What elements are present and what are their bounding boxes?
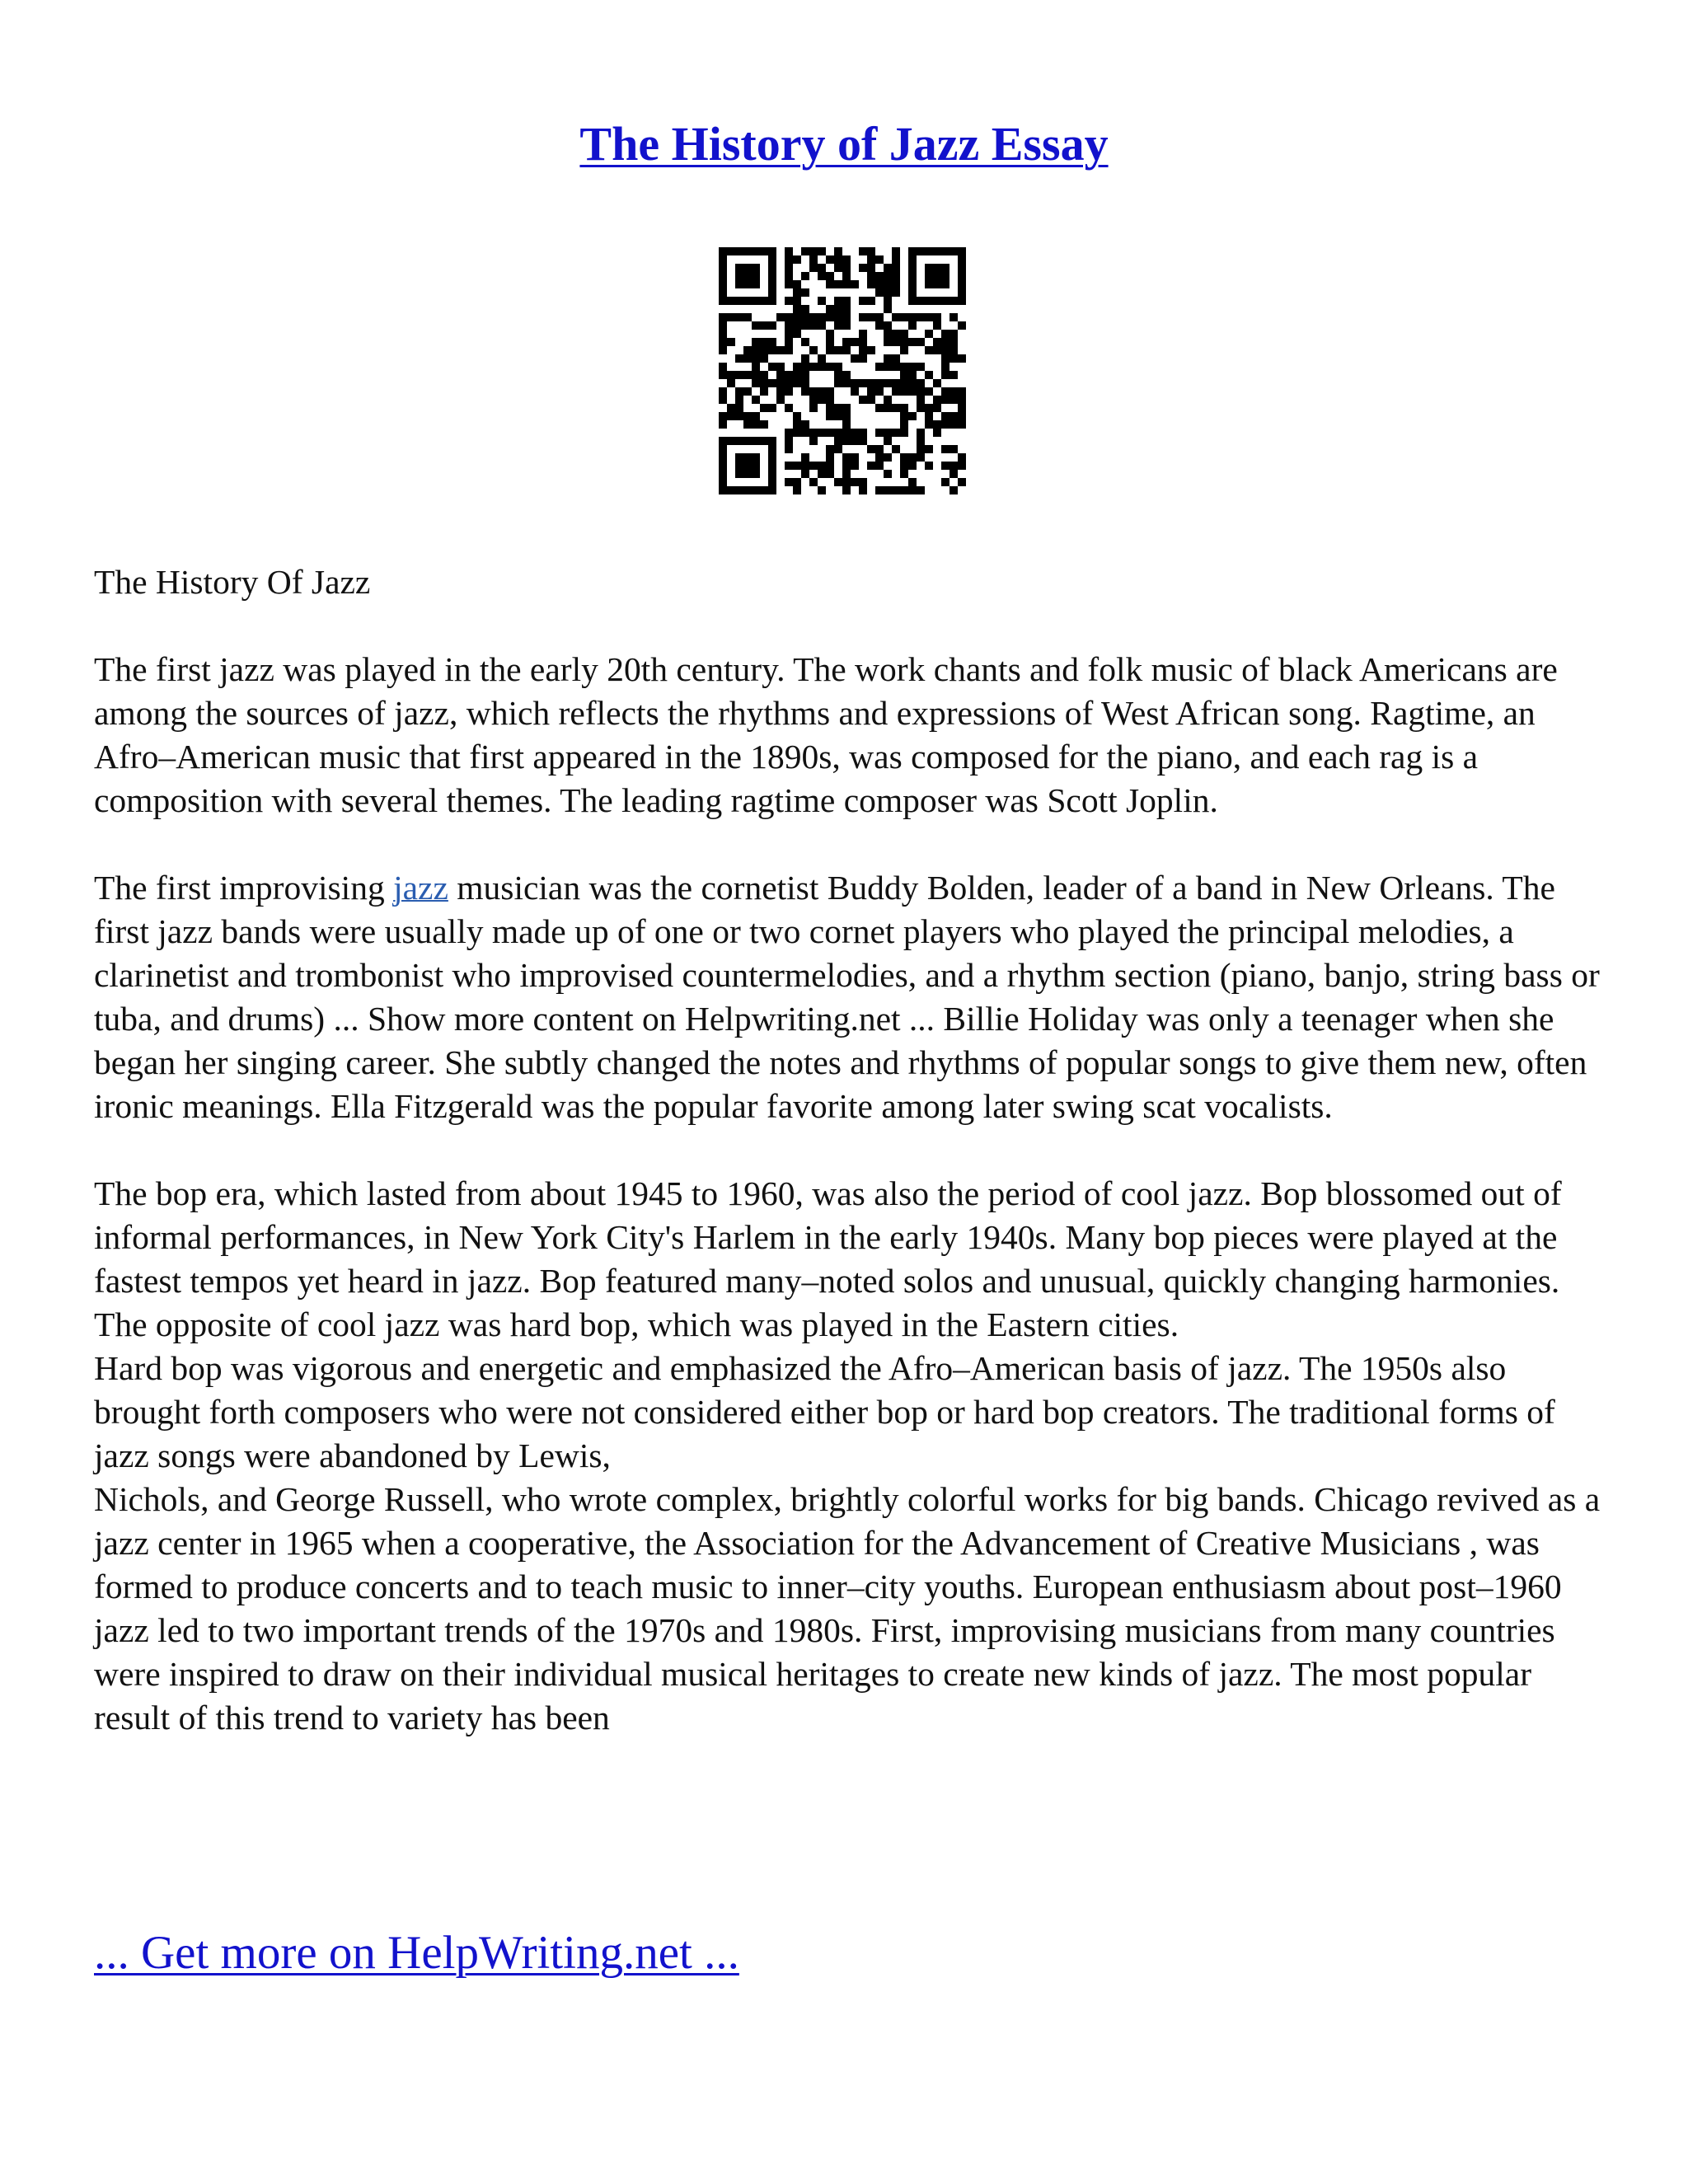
paragraph-1: The first jazz was played in the early 20th century. The work chants and folk music of black Americans are among the sources of jazz, which reflects the rhythms and expressions of West African song. Ragtime, an Afro–American music that first appeared in the 1890s, was composed for the piano, and each rag is a composition with several themes. The leading ragtime composer was Scott Joplin. [94, 650, 1558, 819]
paragraph-3: The bop era, which lasted from about 1945 to 1960, was also the period of cool jazz. Bop blossomed out of informal performances, in New York City's Harlem in the early 1940s. Many bop pieces were played at the fastest tempos yet heard in jazz. Bop featured many–noted solos and unusual, quickly changing harmonies. [94, 1174, 1562, 1300]
get-more-link[interactable]: ... Get more on HelpWriting.net ... [94, 1927, 739, 1979]
paragraph-2 [94, 866, 1611, 1128]
get-more-section [94, 1920, 739, 1986]
page-title [0, 111, 1688, 177]
paragraph-2-end: musician was the cornetist Buddy Bolden, leader of a band in New Orleans. The first jazz bands were usually made up of one or two cornet players who played the principal melodies, a clarinetist and trombonist who improvised countermelodies, and a rhythm section (piano, banjo, string bass or tuba, and drums) ... Show more content on Helpwriting.net ... Billie Holiday was only a teenager when she began her singing career. She subtly changed the notes and rhythms of popular songs to give them new, often ironic meanings. Ella Fitzgerald was the popular favorite among later swing scat vocalists. [94, 869, 1600, 1125]
jazz-link[interactable]: jazz [393, 869, 448, 907]
paragraph-6: Nichols, and George Russell, who wrote complex, brightly colorful works for big bands. Chicago revived as a jazz center in 1965 when a cooperative, the Association for the Advancement of Creative Musicians , was formed to produce concerts and to teach music to inner–city youths. European enthusiasm about post–1960 jazz led to two important trends of the 1970s and 1980s. First, improvising musicians from many countries were inspired to draw on their individual musical heritages to create new kinds of jazz. The most popular result of this trend to variety has been [94, 1480, 1601, 1736]
title-link[interactable]: The History of Jazz Essay [579, 117, 1109, 171]
paragraph-5: Hard bop was vigorous and energetic and emphasized the Afro–American basis of jazz. The 1950s also brought forth composers who were not considered either bop or hard bop creators. The traditional forms of jazz songs were abandoned by Lewis, [94, 1349, 1555, 1474]
essay-subtitle: The History Of Jazz [94, 563, 371, 601]
qr-code [719, 247, 966, 494]
paragraph-2-start: The first improvising [94, 869, 394, 907]
paragraph-4: The opposite of cool jazz was hard bop, which was played in the Eastern cities. [94, 1305, 1179, 1343]
essay-body [94, 560, 1611, 1740]
